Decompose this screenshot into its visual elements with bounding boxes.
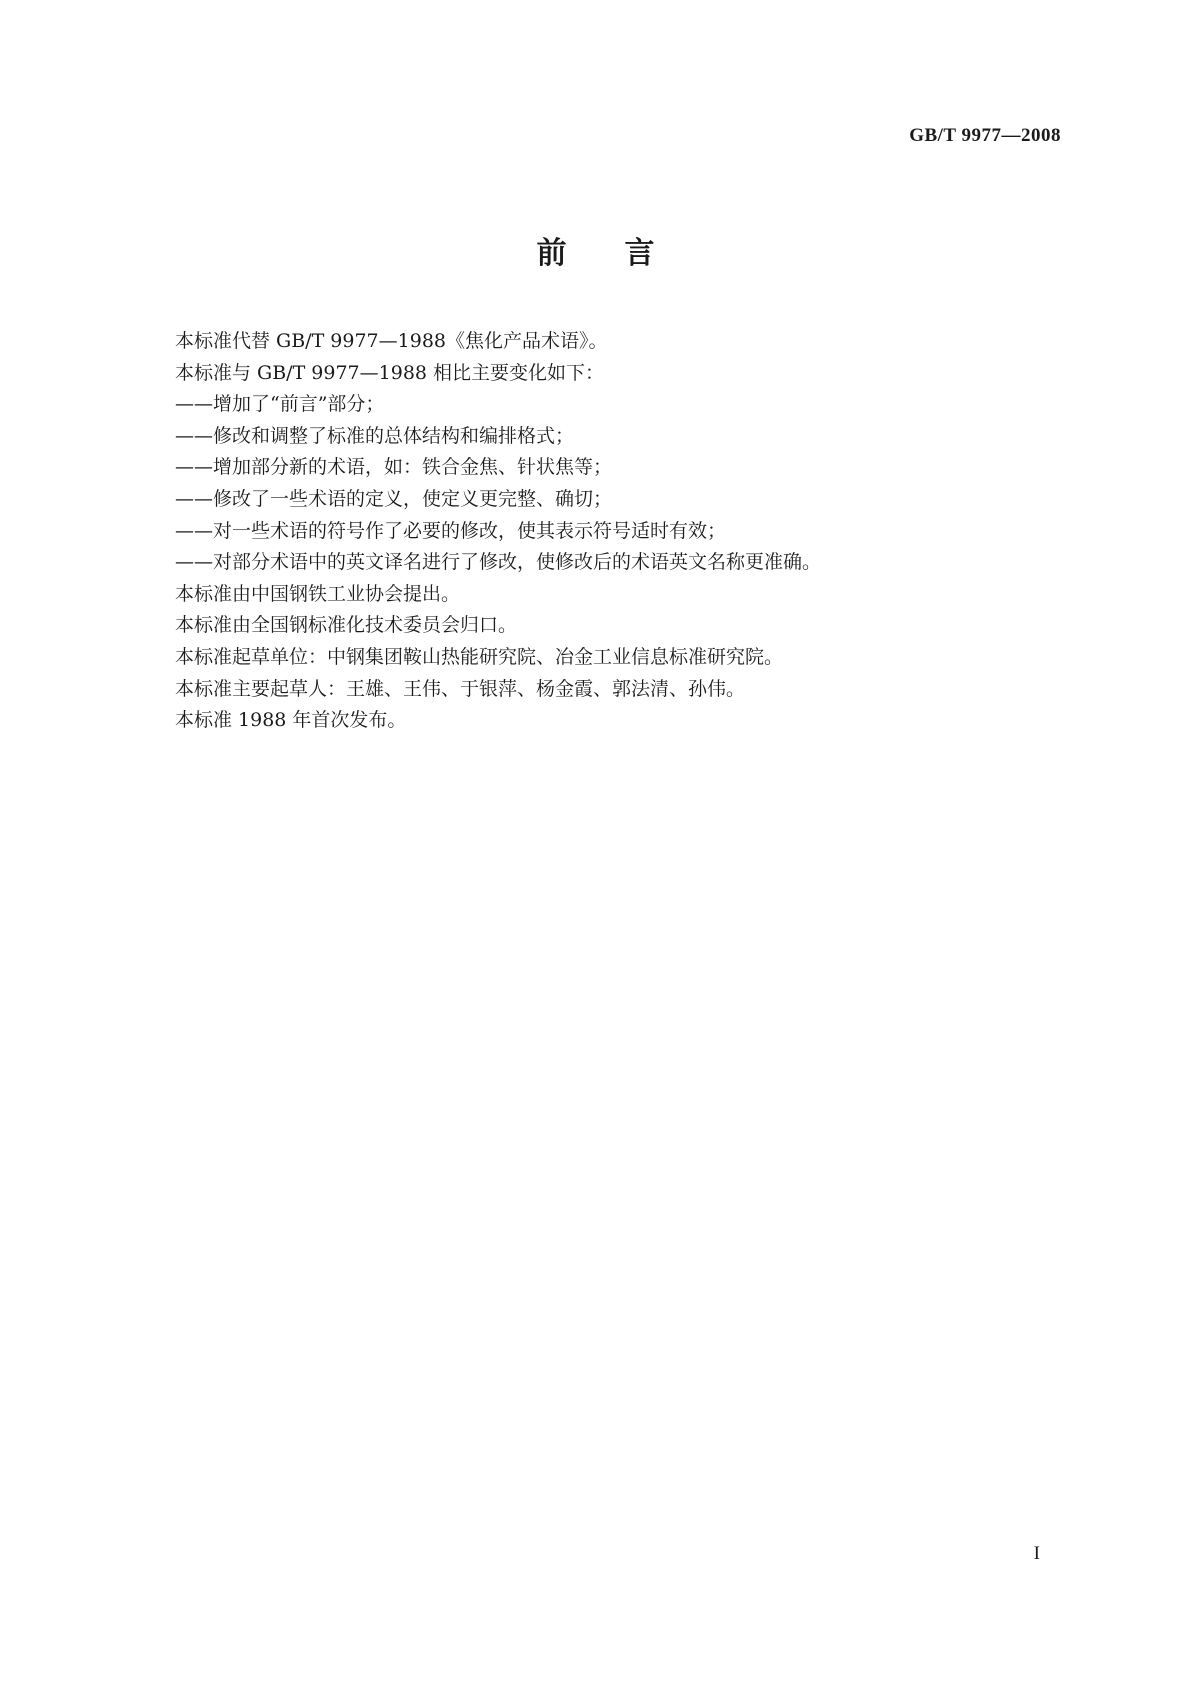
list-item: ——增加了“前言”部分； bbox=[175, 393, 385, 416]
paragraph-line: 本标准主要起草人：王雄、王伟、于银萍、杨金霞、郭法清、孙伟。 bbox=[175, 677, 746, 700]
paragraph-line: 本标准由中国钢铁工业协会提出。 bbox=[175, 582, 461, 605]
paragraph-line: 本标准代替 GB/T 9977—1988《焦化产品术语》。 bbox=[175, 330, 608, 352]
list-item: ——修改和调整了标准的总体结构和编排格式； bbox=[175, 424, 575, 447]
page-title: 前言 bbox=[536, 236, 713, 271]
list-item: ——增加部分新的术语，如：铁合金焦、针状焦等； bbox=[175, 456, 613, 479]
page-number: I bbox=[1033, 1543, 1040, 1564]
paragraph-line: 本标准由全国钢标准化技术委员会归口。 bbox=[175, 614, 518, 637]
paragraph-line: 本标准与 GB/T 9977—1988 相比主要变化如下： bbox=[175, 361, 605, 384]
standard-code: GB/T 9977—2008 bbox=[909, 125, 1061, 146]
list-item: ——修改了一些术语的定义，使定义更完整、确切； bbox=[175, 487, 613, 510]
foreword-body bbox=[175, 326, 1055, 737]
paragraph-line: 本标准起草单位：中钢集团鞍山热能研究院、冶金工业信息标准研究院。 bbox=[175, 645, 784, 668]
paragraph-line: 本标准 1988 年首次发布。 bbox=[175, 709, 407, 732]
list-item: ——对一些术语的符号作了必要的修改，使其表示符号适时有效； bbox=[175, 519, 727, 542]
list-item: ——对部分术语中的英文译名进行了修改，使修改后的术语英文名称更准确。 bbox=[175, 551, 822, 574]
